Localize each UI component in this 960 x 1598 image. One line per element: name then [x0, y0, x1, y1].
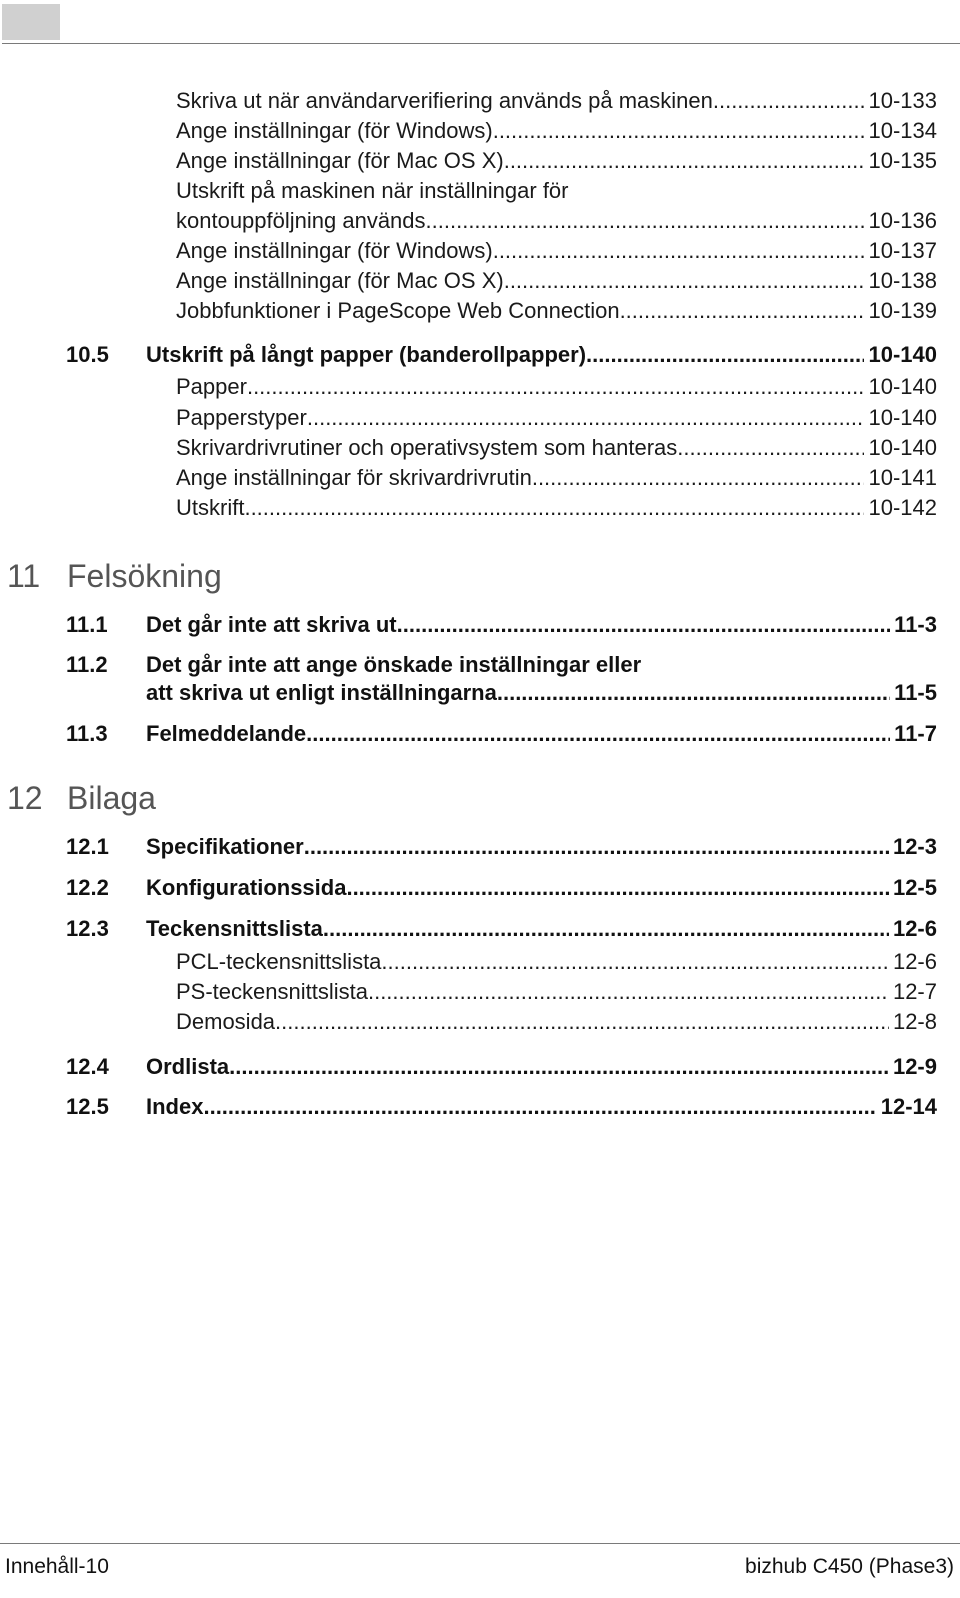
- toc-section-11-2[interactable]: [146, 679, 937, 707]
- section-number: 11.1: [66, 612, 108, 637]
- section-number: 12.3: [66, 916, 109, 941]
- toc-entry[interactable]: [176, 948, 937, 976]
- section-title: Ordlista: [146, 1054, 230, 1079]
- dot-leader: [244, 494, 864, 522]
- dot-leader: [713, 87, 865, 115]
- section-number: 12.2: [66, 875, 109, 900]
- section-title: Det går inte att skriva ut: [146, 612, 397, 637]
- toc-section-12-5[interactable]: [66, 1093, 937, 1121]
- section-number: 12.4: [66, 1054, 109, 1079]
- toc-entry[interactable]: [176, 297, 937, 325]
- toc-entry-title: Demosida: [176, 1009, 276, 1034]
- section-page: 11-3: [894, 612, 937, 637]
- section-number: 12.1: [66, 834, 109, 859]
- toc-section-12-1[interactable]: [66, 833, 937, 861]
- toc-entry-page: 10-133: [868, 88, 937, 113]
- dot-leader: [381, 948, 889, 976]
- dot-leader: [504, 267, 865, 295]
- dot-leader: [532, 464, 865, 492]
- toc-entry[interactable]: [176, 434, 937, 462]
- toc-section-12-3[interactable]: [66, 915, 937, 943]
- toc-entry-title: Jobbfunktioner i PageScope Web Connection: [176, 298, 620, 323]
- section-page: 12-14: [880, 1094, 937, 1119]
- dot-leader: [368, 978, 889, 1006]
- section-number: 11.2: [66, 652, 108, 677]
- section-number: 10.5: [66, 342, 109, 367]
- dot-leader: [203, 1093, 876, 1121]
- dot-leader: [306, 720, 890, 748]
- toc-entry-page: 10-141: [868, 465, 937, 490]
- toc-entry-title: Papper: [176, 374, 247, 399]
- dot-leader: [493, 117, 865, 145]
- section-title: Specifikationer: [146, 834, 304, 859]
- toc-entry-title: PCL-teckensnittslista: [176, 949, 382, 974]
- dot-leader: [497, 679, 890, 707]
- dot-leader: [229, 1053, 889, 1081]
- toc-entry-page: 12-8: [892, 1009, 937, 1034]
- section-title: Konfigurationssida: [146, 875, 347, 900]
- toc-section-11-1[interactable]: [66, 611, 937, 639]
- section-page: 12-5: [892, 875, 937, 900]
- dot-leader: [493, 237, 865, 265]
- toc-entry-title: Ange inställningar (för Mac OS X): [176, 148, 504, 173]
- toc-entry[interactable]: [176, 464, 937, 492]
- dot-leader: [304, 833, 889, 861]
- toc-entry[interactable]: [176, 1008, 937, 1036]
- section-number: 11.3: [66, 721, 108, 746]
- toc-entry-page: 10-140: [868, 435, 937, 460]
- toc-entry-page: 12-7: [892, 979, 937, 1004]
- footer-product-name: bizhub C450 (Phase3): [745, 1555, 954, 1578]
- section-page: 12-9: [892, 1054, 937, 1079]
- toc-entry-title: Ange inställningar (för Windows): [176, 238, 493, 263]
- footer-page-label: Innehåll-10: [5, 1555, 109, 1578]
- dot-leader: [275, 1008, 889, 1036]
- toc-entry-title: PS-teckensnittslista: [176, 979, 368, 1004]
- dot-leader: [323, 915, 889, 943]
- section-page: 12-6: [892, 916, 937, 941]
- dot-leader: [247, 373, 865, 401]
- toc-entry-page: 10-135: [868, 148, 937, 173]
- toc-entry-page: 10-138: [868, 268, 937, 293]
- toc-entry[interactable]: [176, 87, 937, 115]
- toc-entry[interactable]: [176, 267, 937, 295]
- toc-entry-title: Utskrift: [176, 495, 245, 520]
- chapter-title: Felsökning: [67, 558, 222, 594]
- toc-section-12-4[interactable]: [66, 1053, 937, 1081]
- dot-leader: [307, 404, 865, 432]
- toc-entry[interactable]: [176, 237, 937, 265]
- section-title: att skriva ut enligt inställningarna: [146, 680, 497, 705]
- toc-section-11-3[interactable]: [66, 720, 937, 748]
- dot-leader: [677, 434, 864, 462]
- header-corner-block: [2, 4, 60, 40]
- toc-entry-title: Skriva ut när användarverifiering används på maskinen: [176, 88, 713, 113]
- toc-entry-page: 10-134: [868, 118, 937, 143]
- chapter-number: 12: [7, 780, 43, 816]
- toc-entry-title: Papperstyper: [176, 405, 307, 430]
- toc-entry[interactable]: [176, 404, 937, 432]
- toc-entry-title-line1[interactable]: Utskrift på maskinen när inställningar för: [176, 178, 569, 203]
- section-title: Felmeddelande: [146, 721, 307, 746]
- section-page: 12-3: [892, 834, 937, 859]
- toc-entry-page: 12-6: [892, 949, 937, 974]
- section-page: 10-140: [868, 342, 937, 367]
- toc-entry[interactable]: [176, 494, 937, 522]
- section-number: 12.5: [66, 1094, 109, 1119]
- chapter-heading-12[interactable]: [7, 779, 156, 817]
- toc-entry[interactable]: [176, 373, 937, 401]
- toc-entry-page: 10-137: [868, 238, 937, 263]
- chapter-title: Bilaga: [67, 780, 156, 816]
- toc-entry-page: 10-140: [868, 405, 937, 430]
- dot-leader: [426, 207, 865, 235]
- toc-entry-title: Ange inställningar (för Windows): [176, 118, 493, 143]
- dot-leader: [397, 611, 891, 639]
- toc-section-12-2[interactable]: [66, 874, 937, 902]
- section-title-line1[interactable]: Det går inte att ange önskade inställningar eller: [146, 652, 642, 677]
- toc-entry-title: Ange inställningar (för Mac OS X): [176, 268, 504, 293]
- dot-leader: [346, 874, 889, 902]
- toc-entry[interactable]: [176, 207, 937, 235]
- toc-entry-page: 10-139: [868, 298, 937, 323]
- section-page: 11-7: [894, 721, 937, 746]
- dot-leader: [586, 341, 864, 369]
- toc-entry-title: kontouppföljning används: [176, 208, 426, 233]
- section-title: Teckensnittslista: [146, 916, 323, 941]
- chapter-heading-11[interactable]: [7, 557, 222, 595]
- dot-leader: [620, 297, 865, 325]
- toc-entry[interactable]: [176, 978, 937, 1006]
- footer-rule: [0, 1543, 960, 1544]
- toc-section-10-5[interactable]: [66, 341, 937, 369]
- section-title: Utskrift på långt papper (banderollpapper): [146, 342, 587, 367]
- section-page: 11-5: [894, 680, 937, 705]
- toc-entry-page: 10-140: [868, 374, 937, 399]
- chapter-number: 11: [7, 558, 41, 594]
- toc-entry-title: Ange inställningar för skrivardrivrutin: [176, 465, 532, 490]
- section-title: Index: [146, 1094, 204, 1119]
- toc-entry-page: 10-142: [868, 495, 937, 520]
- toc-entry[interactable]: [176, 117, 937, 145]
- dot-leader: [504, 147, 865, 175]
- toc-entry[interactable]: [176, 147, 937, 175]
- toc-entry-page: 10-136: [868, 208, 937, 233]
- toc-entry-title: Skrivardrivrutiner och operativsystem som hanteras: [176, 435, 678, 460]
- header-rule: [2, 43, 960, 44]
